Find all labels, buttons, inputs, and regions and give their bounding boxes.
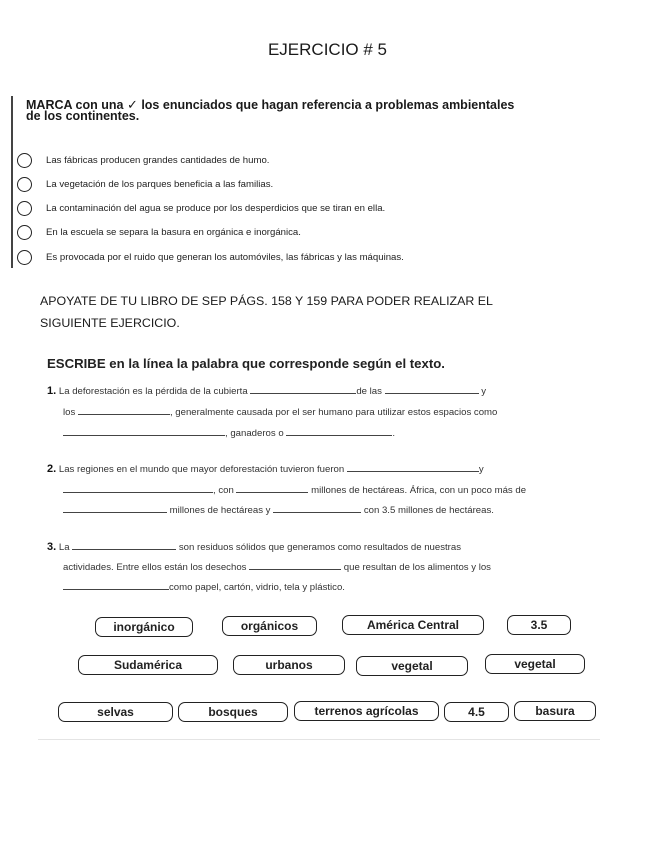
option-checkbox[interactable] (17, 225, 32, 240)
exercise-text: Las regiones en el mundo que mayor deforestación tuvieron fueron (58, 464, 345, 475)
answer-blank[interactable] (63, 426, 225, 436)
option-label: Las fábricas producen grandes cantidades de humo. (46, 154, 270, 166)
exercise-2-line1 (47, 459, 484, 480)
exercise-text: millones de hectáreas y (169, 505, 271, 516)
word-chip[interactable]: bosques (178, 702, 288, 722)
word-chip[interactable]: 3.5 (507, 615, 571, 635)
answer-blank[interactable] (63, 580, 169, 590)
instruction-line1-rest: los enunciados que hagan referencia a problemas ambientales (141, 98, 515, 112)
answer-blank[interactable] (72, 540, 176, 550)
word-chip[interactable]: vegetal (485, 654, 585, 674)
exercise-text: , con (213, 485, 234, 496)
fill-instruction: ESCRIBE en la línea la palabra que corresponde según el texto. (47, 356, 445, 371)
word-chip[interactable]: inorgánico (95, 617, 193, 637)
answer-blank[interactable] (347, 462, 479, 472)
exercise-text: millones de hectáreas. África, con un poco más de (311, 485, 527, 496)
exercise-number: 1. (47, 385, 57, 397)
exercise-text: y (481, 386, 487, 397)
exercise-3-line3 (63, 577, 345, 598)
exercise-text: , ganaderos o (225, 428, 284, 439)
answer-blank[interactable] (236, 483, 308, 493)
exercise-text: con 3.5 millones de hectáreas. (363, 505, 494, 516)
word-chip[interactable]: basura (514, 701, 596, 721)
note-line1: APOYATE DE TU LIBRO DE SEP PÁGS. 158 Y 159 PARA PODER REALIZAR EL (40, 294, 493, 308)
word-chip[interactable]: terrenos agrícolas (294, 701, 439, 721)
answer-blank[interactable] (385, 384, 479, 394)
answer-blank[interactable] (63, 503, 167, 513)
exercise-text: son residuos sólidos que generamos como resultados de nuestras (178, 542, 461, 553)
instruction-prefix: MARCA con una (26, 98, 124, 112)
option-checkbox[interactable] (17, 201, 32, 216)
exercise-text: actividades. Entre ellos están los desechos (63, 562, 247, 573)
mark-instruction (26, 100, 514, 122)
exercise-text: de las (356, 386, 382, 397)
option-checkbox[interactable] (17, 177, 32, 192)
answer-blank[interactable] (249, 560, 341, 570)
word-chip[interactable]: vegetal (356, 656, 468, 676)
exercise-2-line2 (63, 480, 526, 501)
option-checkbox[interactable] (17, 153, 32, 168)
exercise-text: La (58, 542, 70, 553)
exercise-number: 3. (47, 541, 57, 553)
page-title: EJERCICIO # 5 (267, 40, 388, 59)
word-chip[interactable]: urbanos (233, 655, 345, 675)
option-item[interactable] (17, 173, 273, 195)
exercise-text: como papel, cartón, vidrio, tela y plástico. (169, 582, 345, 593)
word-chip[interactable]: Sudamérica (78, 655, 218, 675)
exercise-number: 2. (47, 463, 57, 475)
option-item[interactable] (17, 221, 301, 243)
option-checkbox[interactable] (17, 250, 32, 265)
word-chip[interactable]: América Central (342, 615, 484, 635)
word-chip[interactable]: 4.5 (444, 702, 509, 722)
exercise-3-line1 (47, 537, 461, 558)
option-item[interactable] (17, 197, 385, 219)
exercise-text: y (478, 464, 484, 475)
exercise-text: los (63, 407, 76, 418)
instruction-line2: de los continentes. (26, 109, 140, 123)
footer-divider (38, 739, 600, 740)
option-label: La vegetación de los parques beneficia a las familias. (46, 178, 274, 190)
answer-blank[interactable] (273, 503, 361, 513)
word-chip[interactable]: orgánicos (222, 616, 317, 636)
exercise-text: que resultan de los alimentos y los (343, 562, 491, 573)
option-item[interactable] (17, 246, 404, 268)
checkmark-icon: ✓ (126, 98, 138, 113)
answer-blank[interactable] (63, 483, 213, 493)
option-label: Es provocada por el ruido que generan los automóviles, las fábricas y las máquinas. (46, 251, 404, 263)
exercise-text: , generalmente causada por el ser humano para utilizar estos espacios como (169, 407, 498, 418)
book-note (40, 290, 600, 334)
exercise-2-line3 (63, 500, 494, 521)
option-label: En la escuela se separa la basura en orgánica e inorgánica. (46, 226, 301, 238)
option-label: La contaminación del agua se produce por los desperdicios que se tiran en ella. (46, 202, 386, 214)
exercise-text: . (392, 428, 396, 439)
word-chip[interactable]: selvas (58, 702, 173, 722)
exercise-text: La deforestación es la pérdida de la cubierta (58, 386, 248, 397)
answer-blank[interactable] (286, 426, 392, 436)
exercise-1-line3 (63, 423, 395, 444)
exercise-3-line2 (63, 557, 491, 578)
option-item[interactable] (17, 149, 269, 171)
exercise-1-line1 (47, 381, 486, 402)
exercise-1-line2 (63, 402, 497, 423)
note-line2: SIGUIENTE EJERCICIO. (40, 316, 180, 330)
answer-blank[interactable] (250, 384, 356, 394)
answer-blank[interactable] (78, 405, 170, 415)
